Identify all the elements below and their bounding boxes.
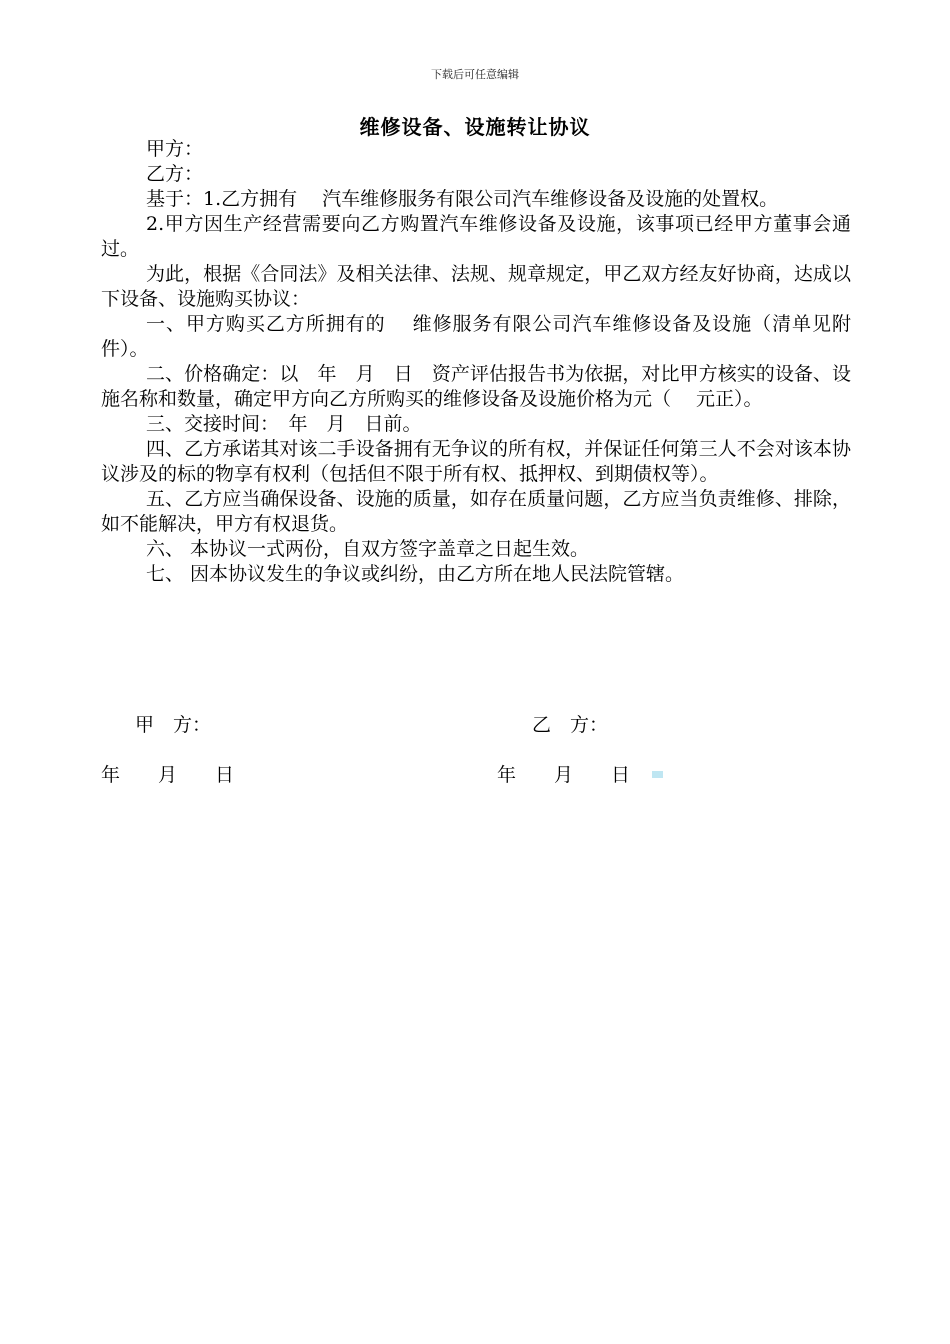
document-body <box>101 137 851 587</box>
signature-date-a: 年 月 日 <box>101 764 235 786</box>
signature-party-a: 甲 方： <box>135 714 212 736</box>
document-title: 维修设备、设施转让协议 <box>359 115 591 139</box>
signature-date-b: 年 月 日 <box>497 764 631 786</box>
paragraph-preamble: 为此，根据《合同法》及相关法律、法规、规章规定，甲乙双方经友好协商，达成以下设备、设施购买协议： <box>101 263 851 310</box>
clause-6: 六、 本协议一式两份，自双方签字盖章之日起生效。 <box>146 538 590 560</box>
paragraph-basis-2: 2.甲方因生产经营需要向乙方购置汽车维修设备及设施，该事项已经甲方董事会通过。 <box>101 213 851 260</box>
paragraph-party-a: 甲方： <box>146 138 204 160</box>
clause-4: 四、乙方承诺其对该二手设备拥有无争议的所有权，并保证任何第三人不会对该本协议涉及的标的物享有权利（包括但不限于所有权、抵押权、到期债权等）。 <box>101 438 851 485</box>
cursor-marker <box>652 771 663 778</box>
paragraph-basis-1: 基于：1.乙方拥有 汽车维修服务有限公司汽车维修设备及设施的处置权。 <box>146 188 779 210</box>
header-note: 下载后可任意编辑 <box>431 68 519 81</box>
clause-5: 五、乙方应当确保设备、设施的质量，如存在质量问题，乙方应当负责维修、排除，如不能解决，甲方有权退货。 <box>101 488 851 535</box>
signature-party-b: 乙 方： <box>532 714 609 736</box>
clause-3: 三、交接时间： 年 月 日前。 <box>146 413 422 435</box>
paragraph-party-b: 乙方： <box>146 163 204 185</box>
clause-1: 一、甲方购买乙方所拥有的 维修服务有限公司汽车维修设备及设施（清单见附件）。 <box>101 313 851 360</box>
clause-7: 七、 因本协议发生的争议或纠纷，由乙方所在地人民法院管辖。 <box>146 563 685 585</box>
clause-2: 二、价格确定：以 年 月 日 资产评估报告书为依据，对比甲方核实的设备、设施名称和数量，确定甲方向乙方所购买的维修设备及设施价格为元（ 元正）。 <box>101 363 851 410</box>
